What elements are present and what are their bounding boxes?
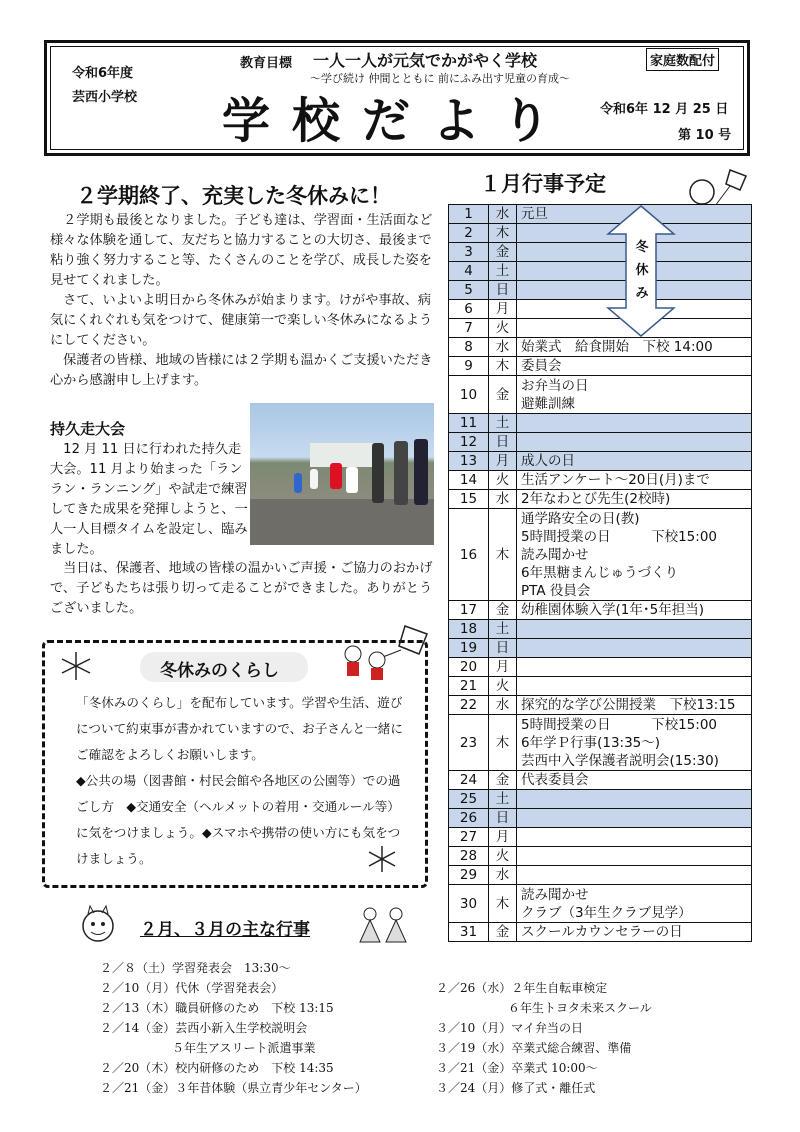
- calendar-day: 11: [449, 414, 489, 433]
- calendar-weekday: 火: [489, 677, 517, 696]
- calendar-weekday: 土: [489, 620, 517, 639]
- feb-events-list: [100, 958, 440, 1098]
- kids-kite-illustration-icon: [335, 620, 431, 682]
- calendar-weekday: 水: [489, 490, 517, 509]
- calendar-row: [449, 452, 752, 471]
- article-term-end-title: ２学期終了、充実した冬休みに！: [76, 184, 391, 208]
- calendar-event: 元旦: [517, 205, 752, 224]
- calendar-row: [449, 262, 752, 281]
- calendar-event: [517, 866, 752, 885]
- calendar-weekday: 金: [489, 923, 517, 942]
- calendar-weekday: 日: [489, 809, 517, 828]
- newsletter-title: 学校だより: [222, 93, 573, 149]
- calendar-row: [449, 923, 752, 942]
- event-item: ３／24（月）修了式・離任式: [436, 1081, 596, 1095]
- article-term-end-body: ２学期も最後となりました。子ども達は、学習面・生活面など様々な体験を通して、友だちと協力することの大切さ、最後まで粘り強く努力すること等、たくさんのことを学び、成長した姿を見せてくれました。 さて、いよいよ明日から冬休みが始まります。けがや事故、病気にくれぐれも気をつけて、健康第一で楽しい冬休みになるようにしてください。 保護者の皆様、地域の皆様には２学期も温かくご支援いただき心から感謝申し上げます。: [50, 213, 433, 388]
- event-item: ６年生トヨタ未来スクール: [436, 1001, 652, 1015]
- calendar-event: [517, 847, 752, 866]
- calendar-day: 23: [449, 715, 489, 771]
- calendar-day: 18: [449, 620, 489, 639]
- goal-label: 教育目標: [240, 56, 293, 71]
- calendar-weekday: 水: [489, 696, 517, 715]
- calendar-day: 29: [449, 866, 489, 885]
- winter-break-label: 冬 休 み: [635, 240, 649, 301]
- calendar-row: [449, 885, 752, 923]
- feb-mar-events-title: ２月、３月の主な行事: [140, 920, 310, 940]
- calendar-row: [449, 414, 752, 433]
- calendar-day: 3: [449, 243, 489, 262]
- calendar-row: [449, 471, 752, 490]
- calendar-day: 13: [449, 452, 489, 471]
- calendar-event: 代表委員会: [517, 771, 752, 790]
- calendar-weekday: 月: [489, 658, 517, 677]
- calendar-event: [517, 433, 752, 452]
- calendar-weekday: 金: [489, 376, 517, 414]
- calendar-weekday: 金: [489, 771, 517, 790]
- calendar-day: 1: [449, 205, 489, 224]
- calendar-row: [449, 601, 752, 620]
- calendar-day: 12: [449, 433, 489, 452]
- article-marathon-body-1: 12 月 11 日に行われた持久走大会。11 月より始まった「ランラン・ランニング」や試走で練習してきた成果を発揮しようと、一人一人目標タイムを設定し、臨みました。: [50, 442, 248, 557]
- calendar-row: [449, 809, 752, 828]
- school-year: 令和6年度: [72, 66, 134, 81]
- calendar-weekday: 月: [489, 300, 517, 319]
- school-name: 芸西小学校: [72, 90, 138, 105]
- calendar-weekday: 金: [489, 243, 517, 262]
- calendar-row: [449, 771, 752, 790]
- calendar-day: 21: [449, 677, 489, 696]
- calendar-day: 22: [449, 696, 489, 715]
- winter-life-body: 「冬休みのくらし」を配布しています。学習や生活、遊びについて約束事が書かれていますので、お子さんと一緒にご確認をよろしくお願いします。 ◆公共の場（図書館・村民会館や各地区の公園等）での過ごし方 ◆交通安全（ヘルメットの着用・交通ルール等）に気をつけましょう。◆スマホや携帯の使い方にも気をつけましょう。: [76, 695, 403, 866]
- calendar-event: 2年なわとび先生(2校時): [517, 490, 752, 509]
- calendar-day: 9: [449, 357, 489, 376]
- calendar-event: [517, 620, 752, 639]
- issue-date: 令和6年 12 月 25 日: [600, 102, 729, 117]
- calendar-day: 15: [449, 490, 489, 509]
- calendar-day: 14: [449, 471, 489, 490]
- calendar-event: [517, 790, 752, 809]
- calendar-row: [449, 338, 752, 357]
- calendar-event: 5時間授業の日 下校15:00 6年学Ｐ行事(13:35～) 芸西中入学保護者説明会(15:30): [517, 715, 752, 771]
- calendar-weekday: 木: [489, 357, 517, 376]
- calendar-event: 読み聞かせ クラブ（3年生クラブ見学）: [517, 885, 752, 923]
- calendar-weekday: 木: [489, 509, 517, 601]
- event-item: ２／20（木）校内研修のため 下校 14:35: [100, 1061, 334, 1075]
- calendar-row: [449, 639, 752, 658]
- event-item: ２／21（金）３年昔体験（県立青少年センター）: [100, 1081, 367, 1095]
- calendar-day: 31: [449, 923, 489, 942]
- calendar-event: 通学路安全の日(教) 5時間授業の日 下校15:00 読み聞かせ 6年黒糖まんじゅうづくり PTA 役員会: [517, 509, 752, 601]
- calendar-row: [449, 376, 752, 414]
- calendar-day: 26: [449, 809, 489, 828]
- calendar-weekday: 水: [489, 338, 517, 357]
- calendar-event: [517, 414, 752, 433]
- calendar-row: [449, 790, 752, 809]
- event-item: ５年生アスリート派遣事業: [100, 1041, 316, 1055]
- calendar-day: 24: [449, 771, 489, 790]
- calendar-row: [449, 490, 752, 509]
- calendar-event: [517, 809, 752, 828]
- calendar-row: [449, 509, 752, 601]
- calendar-weekday: 月: [489, 452, 517, 471]
- calendar-row: [449, 620, 752, 639]
- calendar-weekday: 木: [489, 885, 517, 923]
- calendar-day: 20: [449, 658, 489, 677]
- calendar-day: 28: [449, 847, 489, 866]
- calendar-day: 27: [449, 828, 489, 847]
- calendar-row: [449, 715, 752, 771]
- calendar-weekday: 水: [489, 866, 517, 885]
- calendar-day: 2: [449, 224, 489, 243]
- calendar-weekday: 水: [489, 205, 517, 224]
- event-item: ２／10（月）代休（学習発表会）: [100, 981, 284, 995]
- january-schedule-title: １月行事予定: [480, 172, 606, 196]
- article-marathon-title: 持久走大会: [50, 420, 126, 438]
- mar-events-list: [436, 978, 766, 1098]
- calendar-row: [449, 281, 752, 300]
- oni-mask-icon: [74, 904, 122, 944]
- january-calendar: [448, 204, 752, 942]
- education-goal: 一人一人が元気でかがやく学校: [313, 51, 538, 70]
- calendar-row: [449, 319, 752, 338]
- calendar-weekday: 月: [489, 828, 517, 847]
- calendar-event: [517, 658, 752, 677]
- calendar-row: [449, 243, 752, 262]
- calendar-weekday: 土: [489, 790, 517, 809]
- distribution-badge: 家庭数配付: [646, 48, 719, 71]
- article-marathon-body-2: 当日は、保護者、地域の皆様の温かいご声援・ご協力のおかげで、子どもたちは張り切って走ることができました。ありがとうございました。: [50, 561, 433, 616]
- winter-life-title: 冬休みのくらし: [160, 661, 279, 681]
- calendar-weekday: 火: [489, 847, 517, 866]
- calendar-event: 生活アンケート～20日(月)まで: [517, 471, 752, 490]
- calendar-day: 25: [449, 790, 489, 809]
- calendar-row: [449, 433, 752, 452]
- calendar-day: 16: [449, 509, 489, 601]
- event-item: ２／26（水）２年生自転車検定: [436, 981, 608, 995]
- calendar-event: 成人の日: [517, 452, 752, 471]
- calendar-event: スクールカウンセラーの日: [517, 923, 752, 942]
- calendar-weekday: 火: [489, 471, 517, 490]
- calendar-day: 7: [449, 319, 489, 338]
- calendar-row: [449, 677, 752, 696]
- snowflake-icon: [56, 650, 96, 682]
- calendar-event: 始業式 給食開始 下校 14:00: [517, 338, 752, 357]
- calendar-weekday: 木: [489, 715, 517, 771]
- calendar-weekday: 土: [489, 262, 517, 281]
- event-item: ３／21（金）卒業式 10:00～: [436, 1061, 598, 1075]
- calendar-event: 幼稚園体験入学(1年･5年担当): [517, 601, 752, 620]
- event-item: ２／13（木）職員研修のため 下校 13:15: [100, 1001, 334, 1015]
- calendar-day: 17: [449, 601, 489, 620]
- calendar-day: 30: [449, 885, 489, 923]
- calendar-day: 19: [449, 639, 489, 658]
- calendar-row: [449, 357, 752, 376]
- calendar-weekday: 木: [489, 224, 517, 243]
- calendar-row: [449, 205, 752, 224]
- hina-dolls-icon: [354, 904, 412, 946]
- goal-subtitle: ～学び続け 仲間とともに 前にふみ出す児童の育成～: [310, 72, 570, 85]
- event-item: ３／19（水）卒業式総合練習、準備: [436, 1041, 632, 1055]
- calendar-weekday: 金: [489, 601, 517, 620]
- calendar-event: 探究的な学び公開授業 下校13:15: [517, 696, 752, 715]
- calendar-weekday: 土: [489, 414, 517, 433]
- calendar-weekday: 日: [489, 639, 517, 658]
- calendar-row: [449, 300, 752, 319]
- calendar-row: [449, 847, 752, 866]
- issue-number: 第 10 号: [678, 128, 732, 143]
- calendar-weekday: 日: [489, 433, 517, 452]
- event-item: ２／14（金）芸西小新入生学校説明会: [100, 1021, 308, 1035]
- calendar-day: 10: [449, 376, 489, 414]
- calendar-weekday: 日: [489, 281, 517, 300]
- calendar-day: 8: [449, 338, 489, 357]
- calendar-event: お弁当の日 避難訓練: [517, 376, 752, 414]
- marathon-photo: [250, 403, 434, 545]
- calendar-event: [517, 828, 752, 847]
- calendar-day: 5: [449, 281, 489, 300]
- calendar-row: [449, 866, 752, 885]
- calendar-event: [517, 639, 752, 658]
- calendar-day: 6: [449, 300, 489, 319]
- event-item: ２／８（土）学習発表会 13:30～: [100, 961, 291, 975]
- calendar-day: 4: [449, 262, 489, 281]
- calendar-row: [449, 658, 752, 677]
- calendar-row: [449, 224, 752, 243]
- calendar-event: 委員会: [517, 357, 752, 376]
- snowflake-icon: [364, 844, 400, 874]
- calendar-row: [449, 828, 752, 847]
- calendar-event: [517, 677, 752, 696]
- calendar-weekday: 火: [489, 319, 517, 338]
- calendar-row: [449, 696, 752, 715]
- event-item: ３／10（月）マイ弁当の日: [436, 1021, 584, 1035]
